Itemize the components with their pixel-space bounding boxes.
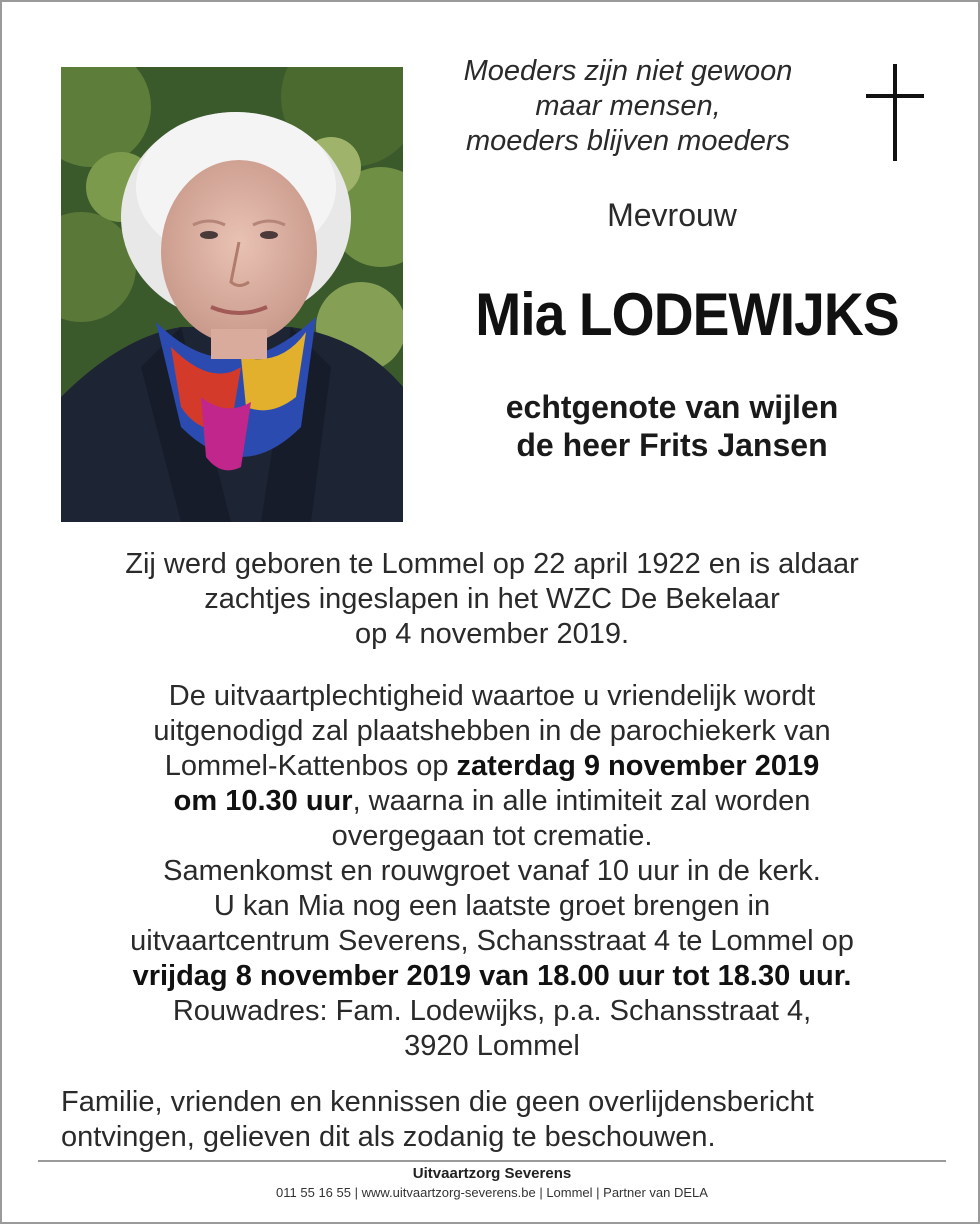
motto-line: Moeders zijn niet gewoon bbox=[463, 55, 793, 87]
notice-paragraph bbox=[61, 1085, 941, 1155]
ceremony-paragraph bbox=[22, 679, 962, 1064]
spouse-line: echtgenote van wijlen bbox=[505, 389, 839, 425]
text-segment: Lommel-Kattenbos op bbox=[164, 750, 457, 782]
text-segment: , waarna in alle intimiteit zal worden bbox=[352, 785, 811, 817]
ceremony-date: zaterdag 9 november 2019 bbox=[456, 750, 820, 782]
portrait-photo bbox=[61, 67, 403, 522]
text-line: De uitvaartplechtigheid waartoe u vriendelijk wordt bbox=[168, 680, 816, 712]
spouse-info bbox=[422, 388, 922, 464]
motto-line: moeders blijven moeders bbox=[466, 125, 790, 157]
motto-quote bbox=[422, 54, 834, 159]
ceremony-time: om 10.30 uur bbox=[173, 785, 353, 817]
honorific: Mevrouw bbox=[607, 197, 737, 233]
deceased-name: Mia LODEWIJKS bbox=[475, 281, 899, 348]
footer-company: Uitvaartzorg Severens bbox=[412, 1165, 572, 1182]
text-line: op 4 november 2019. bbox=[354, 618, 630, 650]
text-line bbox=[22, 784, 962, 819]
footer-contact: 011 55 16 55 | www.uitvaartzorg-severens.be | Lommel | Partner van DELA bbox=[276, 1185, 708, 1200]
birth-death-paragraph bbox=[22, 547, 962, 652]
text-line: zachtjes ingeslapen in het WZC De Bekelaar bbox=[204, 583, 780, 615]
spouse-line: de heer Frits Jansen bbox=[516, 427, 828, 463]
footer-divider bbox=[38, 1160, 946, 1162]
text-line: U kan Mia nog een laatste groet brengen in bbox=[213, 890, 771, 922]
text-line: 3920 Lommel bbox=[404, 1030, 580, 1062]
text-line: overgegaan tot crematie. bbox=[331, 820, 653, 852]
viewing-time: vrijdag 8 november 2019 van 18.00 uur tot 18.30 uur. bbox=[132, 960, 852, 992]
text-line: Familie, vrienden en kennissen die geen overlijdensbericht bbox=[61, 1086, 814, 1118]
text-line: ontvingen, gelieven dit als zodanig te beschouwen. bbox=[61, 1121, 716, 1153]
text-line bbox=[22, 959, 962, 994]
text-line: Zij werd geboren te Lommel op 22 april 1922 en is aldaar bbox=[125, 548, 859, 580]
text-line: uitvaartcentrum Severens, Schansstraat 4 te Lommel op bbox=[130, 925, 854, 957]
text-line: Rouwadres: Fam. Lodewijks, p.a. Schansstraat 4, bbox=[172, 995, 812, 1027]
text-line bbox=[22, 749, 962, 784]
cross-icon bbox=[866, 64, 924, 161]
motto-line: maar mensen, bbox=[535, 90, 721, 122]
text-line: Samenkomst en rouwgroet vanaf 10 uur in de kerk. bbox=[163, 855, 821, 887]
text-line: uitgenodigd zal plaatshebben in de parochiekerk van bbox=[153, 715, 831, 747]
